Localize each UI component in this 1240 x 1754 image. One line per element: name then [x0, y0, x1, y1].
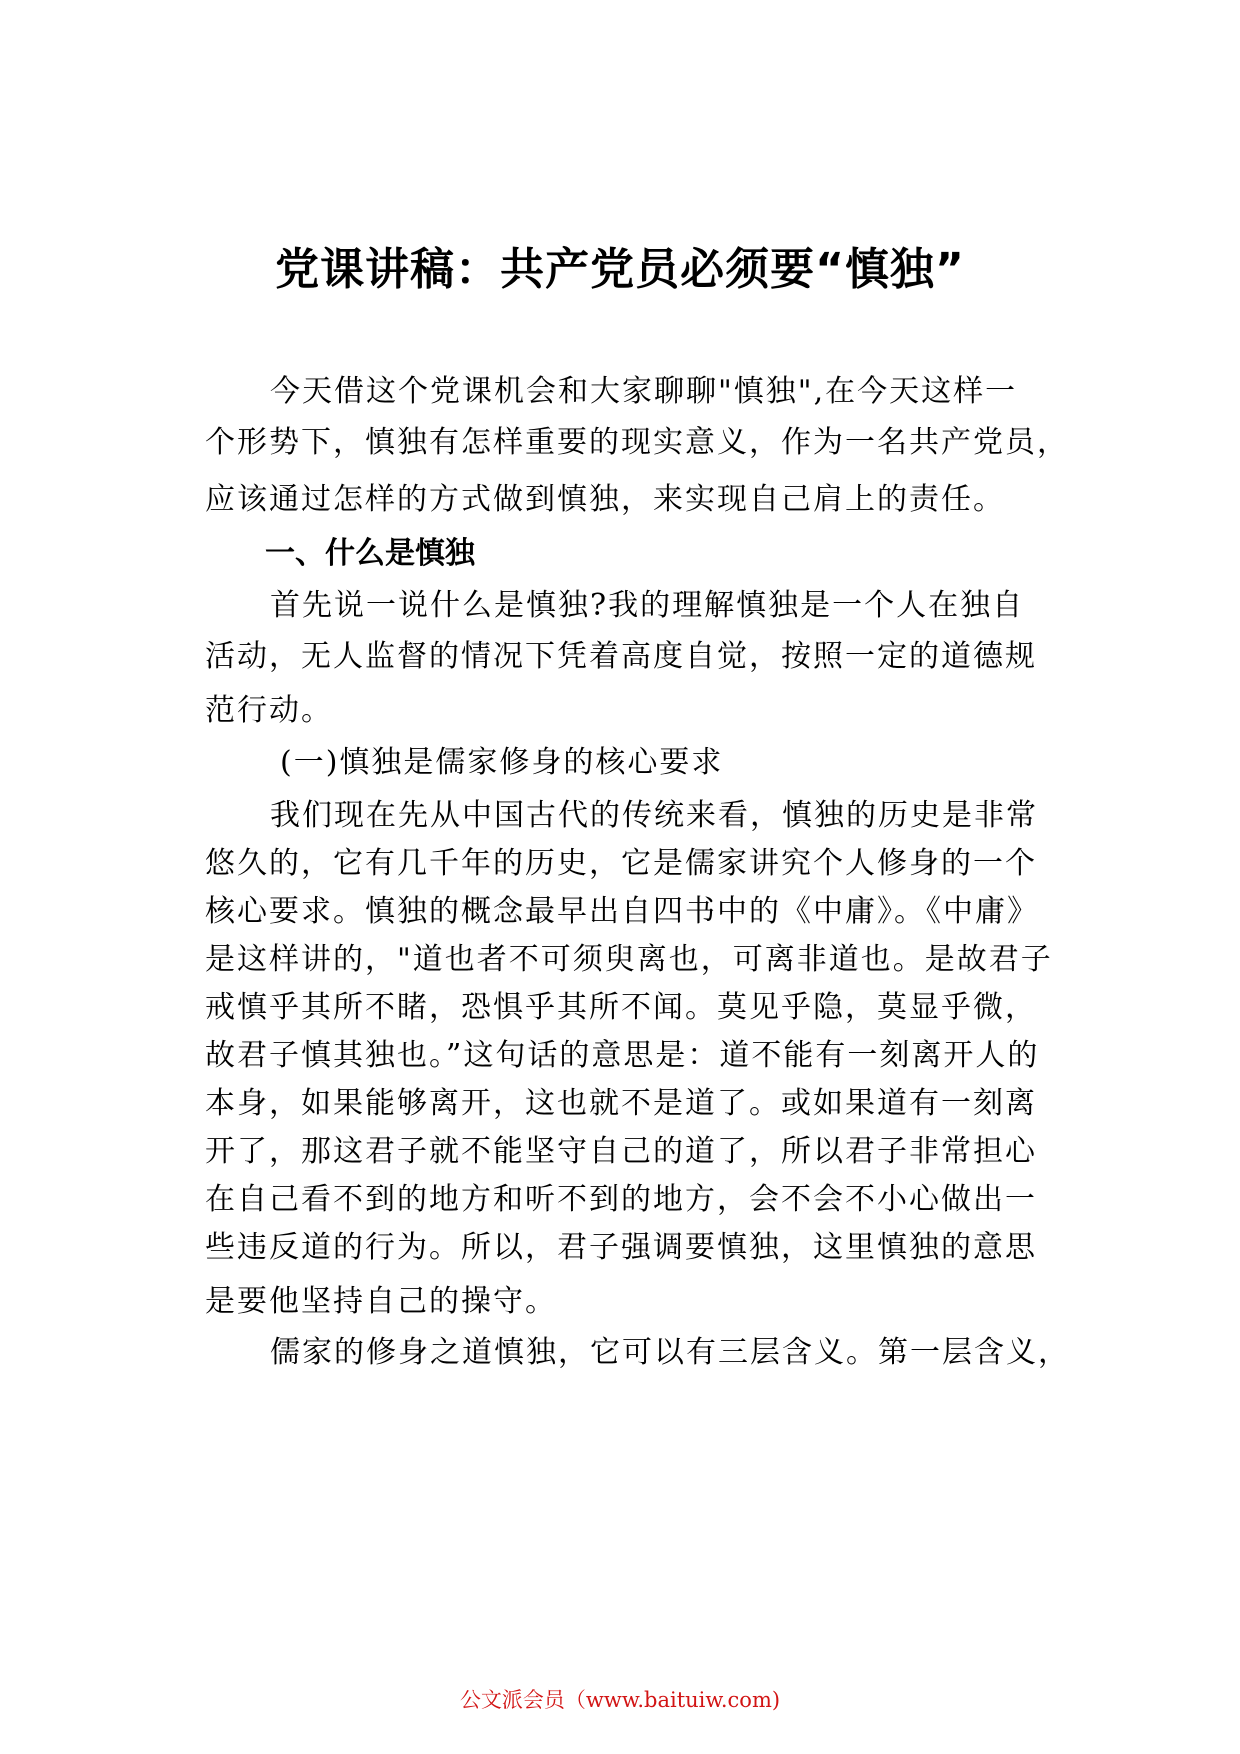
paragraph-line: 活动，无人监督的情况下凭着高度自觉，按照一定的道德规 — [205, 639, 1037, 674]
paragraph-line: 核心要求。慎独的概念最早出自四书中的《中庸》。《中庸》 — [205, 894, 1039, 929]
paragraph-line: 是要他坚持自己的操守。 — [205, 1284, 557, 1319]
paragraph-line: 儒家的修身之道慎独，它可以有三层含义。第一层含义， — [270, 1335, 1070, 1370]
footer-watermark-link[interactable]: 公文派会员（www.baituiw.com) — [459, 1688, 781, 1712]
paragraph-line: 故君子慎其独也。”这句话的意思是：道不能有一刻离开人的 — [205, 1038, 1040, 1073]
document-title: 党课讲稿：共产党员必须要“慎独” — [275, 244, 965, 295]
paragraph-line: 戒慎乎其所不睹，恐惧乎其所不闻。莫见乎隐，莫显乎微， — [205, 990, 1037, 1025]
paragraph-line: 开了，那这君子就不能坚守自己的道了，所以君子非常担心 — [205, 1134, 1037, 1169]
paragraph-line: 悠久的，它有几千年的历史，它是儒家讲究个人修身的一个 — [205, 846, 1037, 881]
paragraph-line: 本身，如果能够离开，这也就不是道了。或如果道有一刻离 — [205, 1086, 1037, 1121]
paragraph-line: 范行动。 — [205, 693, 333, 728]
paragraph-line: 我们现在先从中国古代的传统来看，慎独的历史是非常 — [270, 798, 1038, 833]
subsection-heading: (一)慎独是儒家修身的核心要求 — [280, 745, 724, 780]
paragraph-line: 在自己看不到的地方和听不到的地方，会不会不小心做出一 — [205, 1182, 1037, 1217]
paragraph-line: 些违反道的行为。所以，君子强调要慎独，这里慎独的意思 — [205, 1230, 1037, 1265]
paragraph-line: 个形势下，慎独有怎样重要的现实意义，作为一名共产党员， — [205, 425, 1069, 460]
paragraph-line: 首先说一说什么是慎独?我的理解慎独是一个人在独自 — [270, 588, 1025, 623]
paragraph-line: 应该通过怎样的方式做到慎独，来实现自己肩上的责任。 — [205, 482, 1005, 517]
paragraph-line: 是这样讲的，"道也者不可须臾离也，可离非道也。是故君子 — [205, 942, 1053, 977]
section-heading: 一、什么是慎独 — [265, 536, 475, 571]
paragraph-line: 今天借这个党课机会和大家聊聊"慎独",在今天这样一 — [270, 374, 1018, 409]
